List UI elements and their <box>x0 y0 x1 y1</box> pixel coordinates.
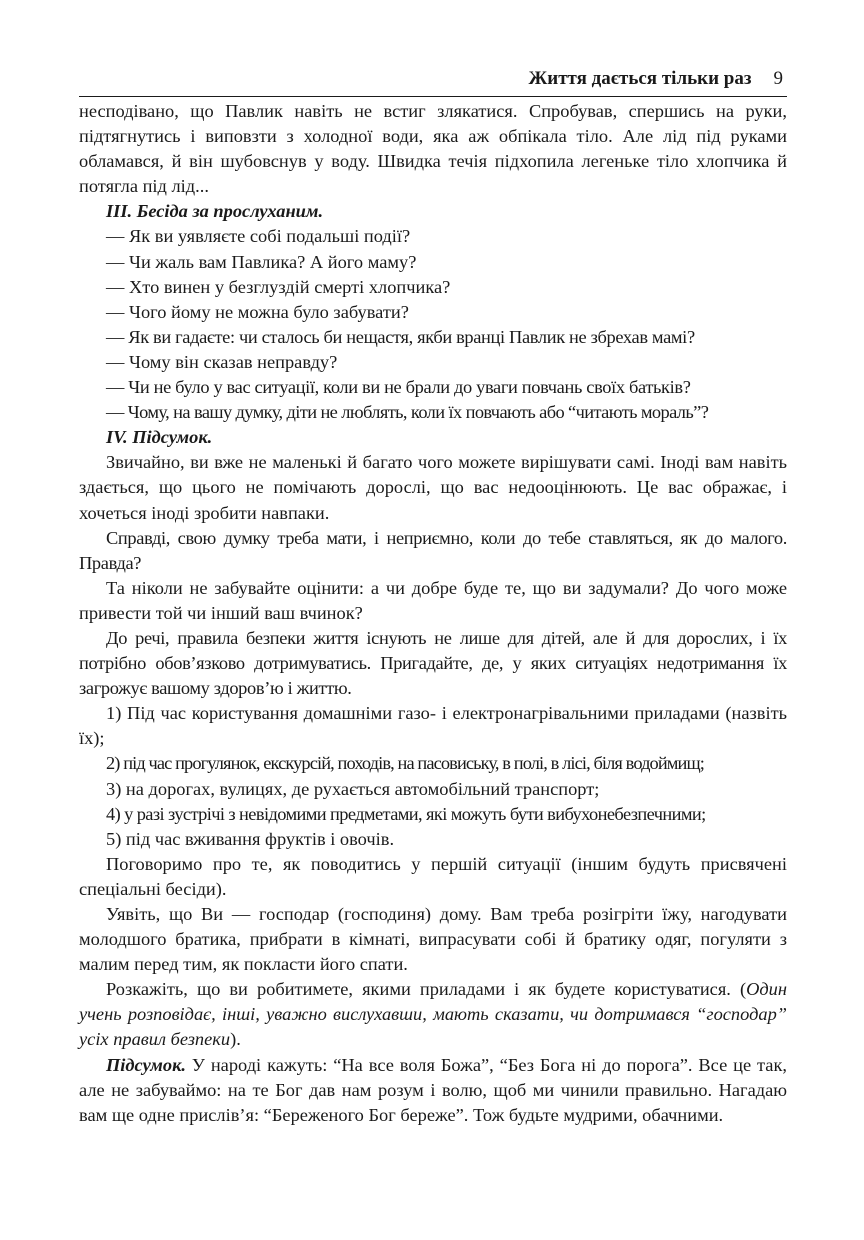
question-item: — Чи не було у вас ситуації, коли ви не брали до уваги повчань своїх батьків? <box>106 377 691 398</box>
list-item: 2) під час прогулянок, екскурсій, походів, на пасовиську, в полі, в лісі, біля водоймищ; <box>106 753 704 774</box>
header-title: Життя дається тільки раз <box>528 68 752 89</box>
question-item: — Чому, на вашу думку, діти не люблять, коли їх повчають або “читають мораль”? <box>106 402 709 423</box>
paragraph: Звичайно, ви вже не маленькі й багато чого можете вирішувати самі. Іноді вам навіть здається, що цього не помічають дорослі, що вас недооцінюють. Це вас ображає, і хочеться іноді зробити навпаки. <box>79 452 787 523</box>
task-instruction: Один учень розповідає, інші, уважно вислухавши, мають сказати, чи дотримався “господар” усіх правил безпеки <box>79 979 787 1050</box>
task-text: Розкажіть, що ви робитимете, якими приладами і як будете користуватися. <box>106 979 731 1000</box>
question-item: — Чому він сказав неправду? <box>106 351 338 372</box>
task-paragraph <box>79 977 787 1052</box>
page <box>79 66 787 1128</box>
summary-label: Підсумок. <box>106 1054 186 1075</box>
question-item: — Чого йому не можна було забувати? <box>106 301 409 322</box>
summary-text: У народі кажуть: “На все воля Божа”, “Без Бога ні до порога”. Все це так, але не забуваймо: на те Бог дав нам розум і волю, щоб ми чинили правильно. Нагадаю вам ще одне прислів’я: “Береженого Бог береже”. Тож будьте мудрими, обачними. <box>79 1054 787 1125</box>
paragraph: Справді, свою думку треба мати, і неприємно, коли до тебе ставляться, як до малого. Правда? <box>79 527 787 573</box>
question-item: — Як ви гадаєте: чи сталось би нещастя, якби вранці Павлик не збрехав мамі? <box>106 326 695 347</box>
section-heading-4: IV. Підсумок. <box>106 427 213 448</box>
list-item: 1) Під час користування домашніми газо- і електронагрівальними приладами (назвіть їх); <box>79 703 787 749</box>
question-item: — Як ви уявляєте собі подальші події? <box>106 226 411 247</box>
task-close: ). <box>230 1029 241 1050</box>
paragraph: Та ніколи не забувайте оцінити: а чи добре буде те, що ви задумали? До чого може привести той чи інший ваш вчинок? <box>79 577 787 623</box>
list-item: 4) у разі зустрічі з невідомими предметами, які можуть бути вибухонебезпечними; <box>106 803 706 824</box>
task-open: ( <box>739 979 747 1000</box>
list-item: 3) на дорогах, вулицях, де рухається автомобільний транспорт; <box>106 778 600 799</box>
question-item: — Хто винен у безглуздій смерті хлопчика? <box>106 276 451 297</box>
list-item: 5) під час вживання фруктів і овочів. <box>106 828 395 849</box>
paragraph: Поговоримо про те, як поводитись у першій ситуації (іншим будуть присвячені спеціальні бесіди). <box>79 853 787 899</box>
summary-paragraph <box>79 1053 787 1128</box>
running-header <box>79 66 787 97</box>
section-heading-3: III. Бесіда за прослуханим. <box>106 201 324 222</box>
question-item: — Чи жаль вам Павлика? А його маму? <box>106 251 417 272</box>
paragraph: Уявіть, що Ви — господар (господиня) дому. Вам треба розігріти їжу, нагодувати молодшого братика, прибрати в кімнаті, випрасувати собі й братику одяг, погуляти з малим перед тим, як покласти його спати. <box>79 904 787 975</box>
paragraph: До речі, правила безпеки життя існують не лише для дітей, але й для дорослих, і їх потрібно обов’язково дотримуватись. Пригадайте, де, у яких ситуаціях недотримання їх загрожує вашому здоров’ю і життю. <box>79 627 787 699</box>
paragraph-intro: несподівано, що Павлик навіть не встиг злякатися. Спробував, спершись на руки, підтягнутись і виповзти з холодної води, яка аж обпікала тіло. Але лід під руками обламався, й він шубовснув у воду. Швидка течія підхопила легеньке тіло хлопчика й потягла під лід... <box>79 101 787 197</box>
page-number: 9 <box>773 68 783 89</box>
